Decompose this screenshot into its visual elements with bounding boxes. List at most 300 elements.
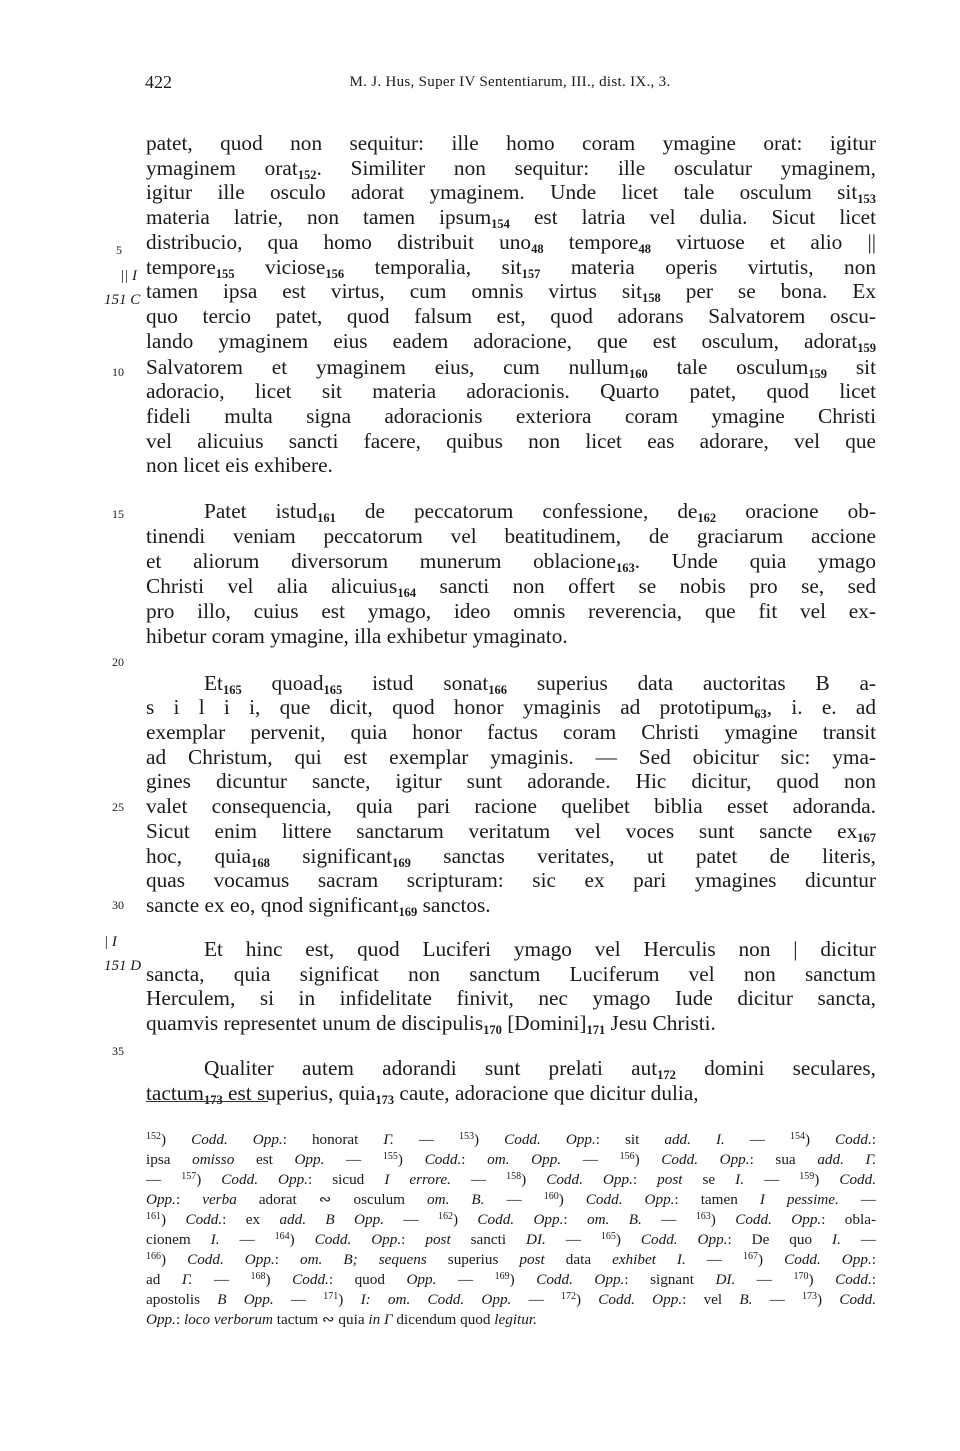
- text-segment: —: [744, 1171, 800, 1188]
- footnote-number: 160: [543, 1191, 559, 1202]
- text-segment: ): [814, 1171, 840, 1188]
- text-segment: :: [563, 1211, 587, 1228]
- text-segment: :: [461, 1151, 488, 1168]
- variant-index: 48: [638, 242, 651, 256]
- text-segment: Et hinc est, quod Luciferi ymago vel Herculis non | dicitur: [204, 937, 876, 961]
- footnote-line: [146, 1130, 876, 1149]
- text-line: [146, 355, 876, 379]
- text-segment: non licet eis exhibere.: [146, 453, 333, 477]
- italic-segment: Γ.: [181, 1271, 193, 1288]
- text-segment: sancte ex eo, qnod significant: [146, 893, 399, 917]
- text-segment: Et: [204, 671, 223, 695]
- text-segment: —: [735, 1271, 794, 1288]
- variant-index: 171: [586, 1023, 606, 1037]
- text-line: [146, 255, 876, 279]
- text-segment: est: [234, 1151, 295, 1168]
- text-segment: pro illo, cuius est ymago, ideo omnis reverencia, que fit vel ex-: [146, 599, 876, 623]
- italic-segment: Codd.: [839, 1171, 877, 1188]
- text-segment: ad: [146, 1271, 182, 1288]
- footnote-line: [146, 1170, 876, 1189]
- text-segment: —: [393, 1131, 460, 1148]
- text-segment: : sua: [749, 1151, 818, 1168]
- footnote-number: 167: [743, 1251, 759, 1262]
- text-line: [146, 671, 876, 695]
- variant-index: 48: [531, 242, 544, 256]
- italic-segment: B Opp.: [217, 1291, 274, 1308]
- footnote-line: [146, 1290, 876, 1309]
- text-segment: distribucio, qua homo distribuit uno: [146, 230, 532, 254]
- text-line: [146, 279, 876, 303]
- text-segment: —: [752, 1291, 803, 1308]
- footnote-line: [146, 1270, 876, 1289]
- italic-segment: Codd. Opp.: [661, 1151, 750, 1168]
- text-line: [146, 745, 876, 769]
- text-segment: Qualiter autem adorandi sunt prelati aut: [204, 1056, 658, 1080]
- line-number-35: 35: [112, 1044, 124, 1058]
- footnote-number: 156: [619, 1151, 635, 1162]
- text-segment: : ex: [222, 1211, 280, 1228]
- text-line: [146, 156, 876, 180]
- text-segment: sancti: [450, 1231, 526, 1248]
- text-segment: cionem: [146, 1231, 211, 1248]
- text-line: [146, 180, 876, 204]
- italic-segment: Codd. Opp.: [585, 1191, 675, 1208]
- text-line: [146, 304, 876, 328]
- text-segment: se: [682, 1171, 736, 1188]
- variant-index: 165: [222, 683, 242, 697]
- variant-index: 165: [323, 683, 343, 697]
- text-segment: :: [871, 1271, 877, 1288]
- italic-segment: I pessime.: [759, 1191, 839, 1208]
- text-line: [146, 844, 876, 868]
- italic-segment: post: [425, 1231, 451, 1248]
- text-segment: hibetur coram ymagine, illa exhibetur ymaginato.: [146, 624, 568, 648]
- footnote-number: 169: [494, 1271, 510, 1282]
- text-segment: ): [758, 1251, 785, 1268]
- variant-index: 158: [642, 291, 661, 305]
- text-segment: ad Christum, qui est exemplar ymaginis. — Sed obicitur sic: yma-: [146, 745, 876, 769]
- text-line: [146, 131, 876, 155]
- text-segment: quas vocamus sacram scripturam: sic ex pari ymagines dicuntur: [146, 868, 876, 892]
- text-segment: tempore: [543, 230, 639, 254]
- variant-index: 164: [397, 586, 417, 600]
- text-line: [146, 549, 876, 573]
- text-segment: : vel: [682, 1291, 740, 1308]
- text-line: [146, 453, 876, 477]
- text-segment: : sicud: [307, 1171, 385, 1188]
- text-line: [146, 429, 876, 453]
- text-segment: —: [273, 1291, 324, 1308]
- footnote-number: 153: [459, 1131, 475, 1142]
- text-segment: —: [840, 1231, 876, 1248]
- footnote-number: 155: [382, 1151, 398, 1162]
- italic-segment: om. Opp.: [487, 1151, 562, 1168]
- text-line: [146, 794, 876, 818]
- text-line: [146, 868, 876, 892]
- italic-segment: Codd. Opp.: [504, 1131, 596, 1148]
- text-segment: quoad: [241, 671, 324, 695]
- text-segment: :: [871, 1131, 876, 1148]
- variant-index: 167: [857, 831, 876, 845]
- text-segment: superius data auctoritas B a-: [507, 671, 877, 695]
- text-segment: oracione ob-: [716, 499, 876, 523]
- text-segment: superius: [426, 1251, 520, 1268]
- line-number-25: 25: [112, 800, 124, 814]
- text-segment: tactum: [146, 1081, 204, 1105]
- text-segment: ): [634, 1151, 662, 1168]
- footnote-number: 171: [323, 1291, 339, 1302]
- footnote-number: 159: [799, 1171, 815, 1182]
- text-segment: : De quo: [727, 1231, 833, 1248]
- italic-segment: post: [657, 1171, 683, 1188]
- footnote-number: 162: [437, 1211, 453, 1222]
- footnote-number: 166: [146, 1251, 161, 1262]
- text-segment: : signant: [624, 1271, 716, 1288]
- text-segment: Jesu Christi.: [605, 1011, 716, 1035]
- text-segment: ): [558, 1191, 586, 1208]
- italic-segment: Codd. Opp.: [536, 1271, 625, 1288]
- text-line: [146, 937, 876, 961]
- variant-index: 159: [857, 341, 876, 355]
- page-header: [145, 72, 875, 96]
- text-segment: virtuose et alio ||: [651, 230, 876, 254]
- text-segment: exemplar pervenit, quia honor factus coram Christi ymagine transit: [146, 720, 876, 744]
- text-segment: tale osculum: [647, 355, 809, 379]
- text-segment: tactum ∾ quia: [272, 1311, 369, 1328]
- text-segment: ): [817, 1291, 840, 1308]
- text-line: [146, 499, 876, 523]
- italic-segment: Codd. Opp.: [187, 1251, 275, 1268]
- italic-segment: post: [519, 1251, 545, 1268]
- italic-segment: Codd.: [839, 1291, 877, 1308]
- text-segment: ): [397, 1151, 425, 1168]
- italic-segment: om. B.: [427, 1191, 485, 1208]
- text-segment: patet, quod non sequitur: ille homo coram ymagine orat: igitur: [146, 131, 876, 155]
- italic-segment: in Γ: [368, 1311, 393, 1328]
- italic-segment: exhibet I.: [612, 1251, 686, 1268]
- italic-segment: I.: [210, 1231, 220, 1248]
- footnote-line: [146, 1210, 876, 1229]
- footnote-line: [146, 1150, 876, 1169]
- text-segment: quamvis representet unum de discipulis: [146, 1011, 484, 1035]
- text-segment: —: [436, 1271, 495, 1288]
- footnote-number: 172: [560, 1291, 576, 1302]
- footnote-number: 163: [695, 1211, 711, 1222]
- variant-index: 172: [657, 1068, 676, 1082]
- text-segment: s i l i i, que dicit, quod honor ymaginis ad prototipum: [146, 695, 755, 719]
- text-line: [146, 962, 876, 986]
- footnote-separator: [146, 1101, 268, 1102]
- text-segment: —: [384, 1211, 438, 1228]
- text-segment: valet consequencia, quia pari racione quelibet biblia esset adoranda.: [146, 794, 876, 818]
- text-segment: ): [575, 1291, 599, 1308]
- italic-segment: B.: [739, 1291, 753, 1308]
- italic-segment: omisso: [192, 1151, 235, 1168]
- italic-segment: I.: [832, 1231, 841, 1248]
- text-segment: . Similiter non sequitur: ille osculatur ymaginem,: [316, 156, 876, 180]
- text-segment: sanctos.: [417, 893, 491, 917]
- text-segment: sancta, quia significat non sanctum Luciferum vel non sanctum: [146, 962, 876, 986]
- text-segment: —: [324, 1151, 383, 1168]
- footnote-number: 154: [789, 1131, 805, 1142]
- text-segment: ): [521, 1171, 547, 1188]
- italic-segment: Codd. Opp.: [191, 1131, 283, 1148]
- italic-segment: om. B; sequens: [299, 1251, 427, 1268]
- line-number-30: 30: [112, 898, 124, 912]
- text-segment: —: [146, 1171, 182, 1188]
- footnote-number: 161: [146, 1211, 161, 1222]
- italic-segment: Codd.: [835, 1271, 872, 1288]
- footnote-line: [146, 1190, 876, 1209]
- italic-segment: DI.: [525, 1231, 546, 1248]
- text-segment: ): [615, 1231, 641, 1248]
- text-segment: —: [192, 1271, 251, 1288]
- text-segment: sit: [827, 355, 876, 379]
- text-line: [146, 624, 876, 648]
- italic-segment: Opp.: [294, 1151, 325, 1168]
- text-segment: ): [808, 1271, 836, 1288]
- line-number-10: 10: [112, 365, 124, 379]
- text-segment: Sicut enim littere sanctarum veritatum vel voces sunt sancte ex: [146, 819, 858, 843]
- text-line: [146, 819, 876, 843]
- italic-segment: add. I.: [664, 1131, 725, 1148]
- text-line: [146, 230, 876, 254]
- italic-segment: Codd.: [185, 1211, 223, 1228]
- italic-segment: Codd. Opp.: [640, 1231, 728, 1248]
- text-segment: —: [450, 1171, 507, 1188]
- text-line: [146, 329, 876, 353]
- italic-segment: legitur.: [494, 1311, 537, 1328]
- text-segment: ): [338, 1291, 361, 1308]
- text-segment: :: [175, 1311, 184, 1328]
- text-segment: ): [452, 1211, 478, 1228]
- text-segment: —: [219, 1231, 275, 1248]
- line-number-5: 5: [116, 243, 122, 257]
- footnote-line: [146, 1310, 876, 1329]
- text-segment: istud sonat: [342, 671, 489, 695]
- italic-segment: add. Γ.: [817, 1151, 877, 1168]
- italic-segment: I errore.: [384, 1171, 451, 1188]
- text-segment: ): [161, 1211, 186, 1228]
- text-segment: fideli multa signa adoracionis exteriora coram ymagine Christi: [146, 404, 876, 428]
- text-segment: caute, adoracione que dicitur dulia,: [394, 1081, 699, 1105]
- text-segment: ): [196, 1171, 222, 1188]
- text-segment: materia latrie, non tamen ipsum: [146, 205, 492, 229]
- text-segment: igitur ille osculo adorat ymaginem. Unde licet tale osculum sit: [146, 180, 858, 204]
- italic-segment: Codd.: [424, 1151, 462, 1168]
- variant-index: 159: [808, 367, 828, 381]
- variant-index: 152: [297, 168, 317, 182]
- margin-note-codex-2: | I: [104, 934, 117, 950]
- text-segment: —: [641, 1211, 696, 1228]
- text-segment: —: [511, 1291, 561, 1308]
- text-segment: : honorat: [282, 1131, 384, 1148]
- text-segment: apostolis: [146, 1291, 218, 1308]
- text-segment: lando ymaginem eius eadem adoracione, que est osculum, adorat: [146, 329, 858, 353]
- text-segment: —: [545, 1231, 601, 1248]
- italic-segment: Codd. Opp.: [221, 1171, 308, 1188]
- footnote-line: [146, 1230, 876, 1249]
- variant-index: 169: [392, 856, 411, 870]
- text-segment: viciose: [234, 255, 326, 279]
- footnote-number: 173: [802, 1291, 818, 1302]
- text-line: [146, 986, 876, 1010]
- text-segment: —: [838, 1191, 877, 1208]
- text-segment: , i. e. ad: [766, 695, 876, 719]
- variant-index: 163: [615, 561, 635, 575]
- text-segment: : sit: [595, 1131, 665, 1148]
- text-segment: tinendi veniam peccatorum vel beatitudinem, de graciarum accione: [146, 524, 876, 548]
- italic-segment: Codd. Opp.: [735, 1211, 822, 1228]
- text-segment: : tamen: [674, 1191, 760, 1208]
- text-segment: —: [484, 1191, 544, 1208]
- line-number-20: 20: [112, 655, 124, 669]
- text-line: [146, 695, 876, 719]
- text-segment: : quod: [328, 1271, 407, 1288]
- text-segment: ): [289, 1231, 315, 1248]
- italic-segment: Opp.: [146, 1191, 176, 1208]
- footnote-number: 170: [793, 1271, 809, 1282]
- text-segment: tempore: [146, 255, 216, 279]
- text-segment: —: [685, 1251, 744, 1268]
- italic-segment: Codd. Opp.: [546, 1171, 633, 1188]
- text-line: [146, 524, 876, 548]
- text-segment: . Unde quia ymago: [634, 549, 876, 573]
- text-segment: : obla-: [821, 1211, 877, 1228]
- text-line: [146, 404, 876, 428]
- variant-index: 166: [488, 683, 508, 697]
- text-segment: ): [265, 1271, 293, 1288]
- variant-index: 170: [483, 1023, 502, 1037]
- margin-note-folio-1: 151 C: [104, 292, 141, 308]
- text-segment: sanctas veritates, ut patet de literis,: [410, 844, 876, 868]
- text-segment: data: [544, 1251, 613, 1268]
- text-segment: Salvatorem et ymaginem eius, cum nullum: [146, 355, 629, 379]
- footnote-number: 158: [506, 1171, 522, 1182]
- variant-index: 173: [375, 1093, 395, 1107]
- variant-index: 155: [215, 267, 235, 281]
- text-segment: adoracio, licet sit materia adoracionis. Quarto patet, quod licet: [146, 379, 876, 403]
- text-segment: significant: [269, 844, 393, 868]
- text-segment: hoc, quia: [146, 844, 252, 868]
- text-line: [146, 720, 876, 744]
- italic-segment: DI.: [715, 1271, 736, 1288]
- italic-segment: verba: [202, 1191, 237, 1208]
- text-segment: de peccatorum confessione, de: [335, 499, 698, 523]
- text-line: [146, 893, 876, 917]
- italic-segment: Codd. Opp.: [784, 1251, 872, 1268]
- footnote-number: 164: [274, 1231, 290, 1242]
- text-segment: —: [724, 1131, 790, 1148]
- text-segment: :: [175, 1191, 203, 1208]
- text-segment: ): [161, 1131, 192, 1148]
- text-line: [146, 379, 876, 403]
- text-segment: ): [161, 1251, 188, 1268]
- text-line: [146, 769, 876, 793]
- variant-index: 168: [251, 856, 270, 870]
- italic-segment: Codd.: [292, 1271, 329, 1288]
- footnote-number: 165: [600, 1231, 616, 1242]
- italic-segment: Γ.: [383, 1131, 394, 1148]
- italic-segment: Opp.: [406, 1271, 437, 1288]
- text-segment: [Domini]: [501, 1011, 587, 1035]
- text-line: [146, 574, 876, 598]
- italic-segment: Codd. Opp.: [477, 1211, 564, 1228]
- italic-segment: Codd. Opp.: [314, 1231, 402, 1248]
- running-title: M. J. Hus, Super IV Sententiarum, III., dist. IX., 3.: [349, 74, 671, 90]
- text-segment: et aliorum diversorum munerum oblacione: [146, 549, 616, 573]
- variant-index: 169: [398, 905, 418, 919]
- variant-index: 63: [754, 707, 767, 721]
- variant-index: 157: [521, 267, 541, 281]
- variant-index: 153: [857, 192, 876, 206]
- text-line: [146, 599, 876, 623]
- text-segment: est superius, quia: [222, 1081, 376, 1105]
- text-segment: gines dicuntur sancte, igitur sunt adorande. Hic dicitur, quod non: [146, 769, 876, 793]
- text-segment: ): [474, 1131, 505, 1148]
- variant-index: 156: [325, 267, 345, 281]
- footnote-number: 152: [146, 1131, 161, 1142]
- italic-segment: I: om. Codd. Opp.: [360, 1291, 512, 1308]
- text-segment: :: [274, 1251, 300, 1268]
- text-line: [146, 205, 876, 229]
- text-segment: adorat ∾ osculum: [236, 1191, 428, 1208]
- footnote-line: [146, 1250, 876, 1269]
- text-segment: Herculem, si in infidelitate finivit, nec ymago Iude dicitur sancta,: [146, 986, 876, 1010]
- text-segment: ): [509, 1271, 537, 1288]
- text-segment: vel alicuius sancti facere, quibus non licet eas adorare, vel que: [146, 429, 876, 453]
- page-number: 422: [145, 72, 172, 92]
- text-segment: est latria vel dulia. Sicut licet: [509, 205, 876, 229]
- text-line: [146, 1056, 876, 1080]
- text-segment: ): [804, 1131, 836, 1148]
- footnote-number: 168: [250, 1271, 266, 1282]
- italic-segment: loco verborum: [183, 1311, 273, 1328]
- footnote-number: 157: [181, 1171, 197, 1182]
- margin-note-codex-1: || I: [120, 268, 137, 284]
- text-segment: sancti non offert se nobis pro se, sed: [416, 574, 876, 598]
- italic-segment: Codd. Opp.: [598, 1291, 683, 1308]
- text-segment: :: [871, 1251, 876, 1268]
- margin-note-folio-2: 151 D: [104, 958, 142, 974]
- text-segment: dicendum quod: [392, 1311, 495, 1328]
- variant-index: 162: [697, 511, 717, 525]
- text-segment: ipsa: [146, 1151, 193, 1168]
- text-segment: :: [632, 1171, 658, 1188]
- variant-index: 160: [629, 367, 648, 381]
- text-segment: domini seculares,: [675, 1056, 876, 1080]
- text-segment: Christi vel alia alicuius: [146, 574, 398, 598]
- text-segment: ): [710, 1211, 736, 1228]
- line-number-15: 15: [112, 507, 124, 521]
- italic-segment: Opp.: [146, 1311, 176, 1328]
- text-segment: Patet istud: [204, 499, 318, 523]
- variant-index: 154: [491, 217, 510, 231]
- text-segment: :: [401, 1231, 426, 1248]
- text-line: [146, 1011, 876, 1035]
- variant-index: 173: [203, 1093, 223, 1107]
- italic-segment: om. B.: [587, 1211, 642, 1228]
- text-segment: per se bona. Ex: [660, 279, 876, 303]
- variant-index: 161: [317, 511, 336, 525]
- italic-segment: I.: [735, 1171, 744, 1188]
- text-segment: temporalia, sit: [344, 255, 522, 279]
- text-segment: ymaginem orat: [146, 156, 298, 180]
- text-segment: tamen ipsa est virtus, cum omnis virtus sit: [146, 279, 643, 303]
- text-segment: quo tercio patet, quod falsum est, quod adorans Salvatorem oscu-: [146, 304, 876, 328]
- italic-segment: add. B Opp.: [279, 1211, 384, 1228]
- italic-segment: Codd.: [835, 1131, 872, 1148]
